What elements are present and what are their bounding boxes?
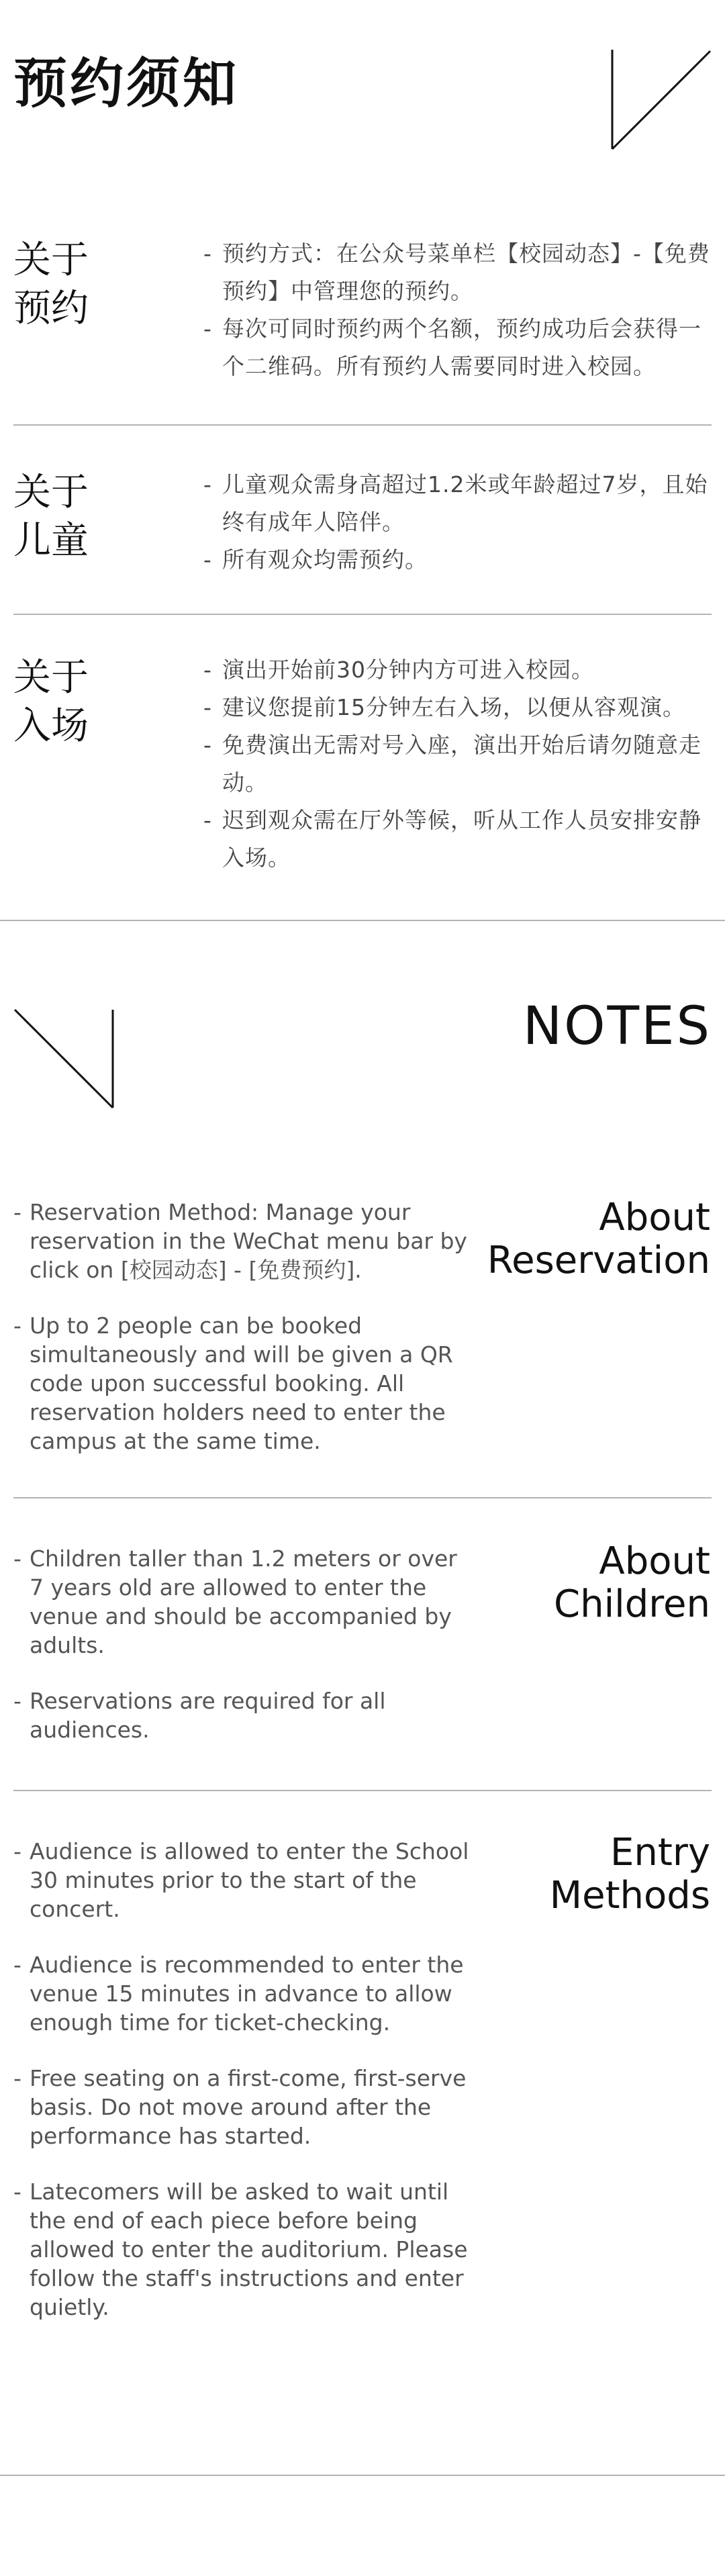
list-item: - 所有观众均需预约。 — [203, 541, 714, 579]
list-item: - Reservations are required for all audiences. — [13, 1686, 470, 1744]
children-notes-cn — [203, 466, 714, 579]
entry-notes-cn — [203, 651, 714, 877]
list-item: - Audience is allowed to enter the School 30 minutes prior to the start of the concert. — [13, 1837, 470, 1923]
heading-line: 关于 — [13, 656, 89, 700]
heading-line: 关于 — [13, 238, 89, 282]
section-heading-reservation-en — [487, 1196, 710, 1282]
section-heading-entry-cn — [13, 654, 89, 751]
section-heading-children-cn — [13, 469, 89, 565]
section-heading-entry-en — [550, 1831, 710, 1917]
page-title-cn: 预约须知 — [13, 52, 239, 115]
section-divider — [0, 920, 725, 921]
divider — [13, 614, 712, 615]
heading-line: Reservation — [487, 1239, 710, 1282]
list-item: - Up to 2 people can be booked simultaneously and will be given a QR code upon successful booking. All reservation holders need to enter the campus at the same time. — [13, 1311, 470, 1456]
arrow-down-right-icon — [12, 1007, 115, 1110]
divider — [13, 424, 712, 426]
heading-line: 入场 — [13, 704, 89, 748]
divider — [13, 1497, 712, 1498]
list-item: - Audience is recommended to enter the venue 15 minutes in advance to allow enough time for ticket-checking. — [13, 1950, 470, 2037]
heading-line: About — [599, 1539, 710, 1583]
list-item: - Free seating on a first-come, first-serve basis. Do not move around after the performance has started. — [13, 2064, 470, 2150]
section-heading-children-en — [554, 1540, 710, 1626]
heading-line: Children — [554, 1582, 710, 1626]
reservation-notes-en — [13, 1198, 470, 1482]
list-item: - Children taller than 1.2 meters or over 7 years old are allowed to enter the venue and should be accompanied by adults. — [13, 1544, 470, 1660]
reservation-notes-cn — [203, 235, 714, 385]
heading-line: About — [599, 1196, 710, 1239]
section-heading-reservation-cn — [13, 236, 89, 333]
list-item: - Latecomers will be asked to wait until the end of each piece before being allowed to enter the auditorium. Please follow the staff's instructions and enter quietly. — [13, 2177, 470, 2322]
heading-line: 预约 — [13, 287, 89, 330]
arrow-up-right-icon — [610, 48, 713, 152]
children-notes-en — [13, 1544, 470, 1771]
section-divider — [0, 2475, 725, 2476]
divider — [13, 1790, 712, 1791]
heading-line: 关于 — [13, 471, 89, 514]
entry-notes-en — [13, 1837, 470, 2348]
list-item: - 儿童观众需身高超过1.2米或年龄超过7岁，且始终有成年人陪伴。 — [203, 466, 714, 541]
list-item: - 建议您提前15分钟左右入场，以便从容观演。 — [203, 689, 714, 726]
list-item: - 预约方式：在公众号菜单栏【校园动态】-【免费预约】中管理您的预约。 — [203, 235, 714, 310]
list-item: - 每次可同时预约两个名额，预约成功后会获得一个二维码。所有预约人需要同时进入校园。 — [203, 310, 714, 385]
list-item: - 迟到观众需在厅外等候，听从工作人员安排安静入场。 — [203, 802, 714, 877]
list-item: - Reservation Method: Manage your reservation in the WeChat menu bar by click on [校园动态] - [免费预约]. — [13, 1198, 470, 1284]
heading-line: Entry — [610, 1831, 710, 1874]
heading-line: 儿童 — [13, 519, 89, 563]
list-item: - 免费演出无需对号入座，演出开始后请勿随意走动。 — [203, 726, 714, 802]
page-title-en: NOTES — [522, 996, 712, 1057]
heading-line: Methods — [549, 1874, 710, 1917]
list-item: - 演出开始前30分钟内方可进入校园。 — [203, 651, 714, 689]
